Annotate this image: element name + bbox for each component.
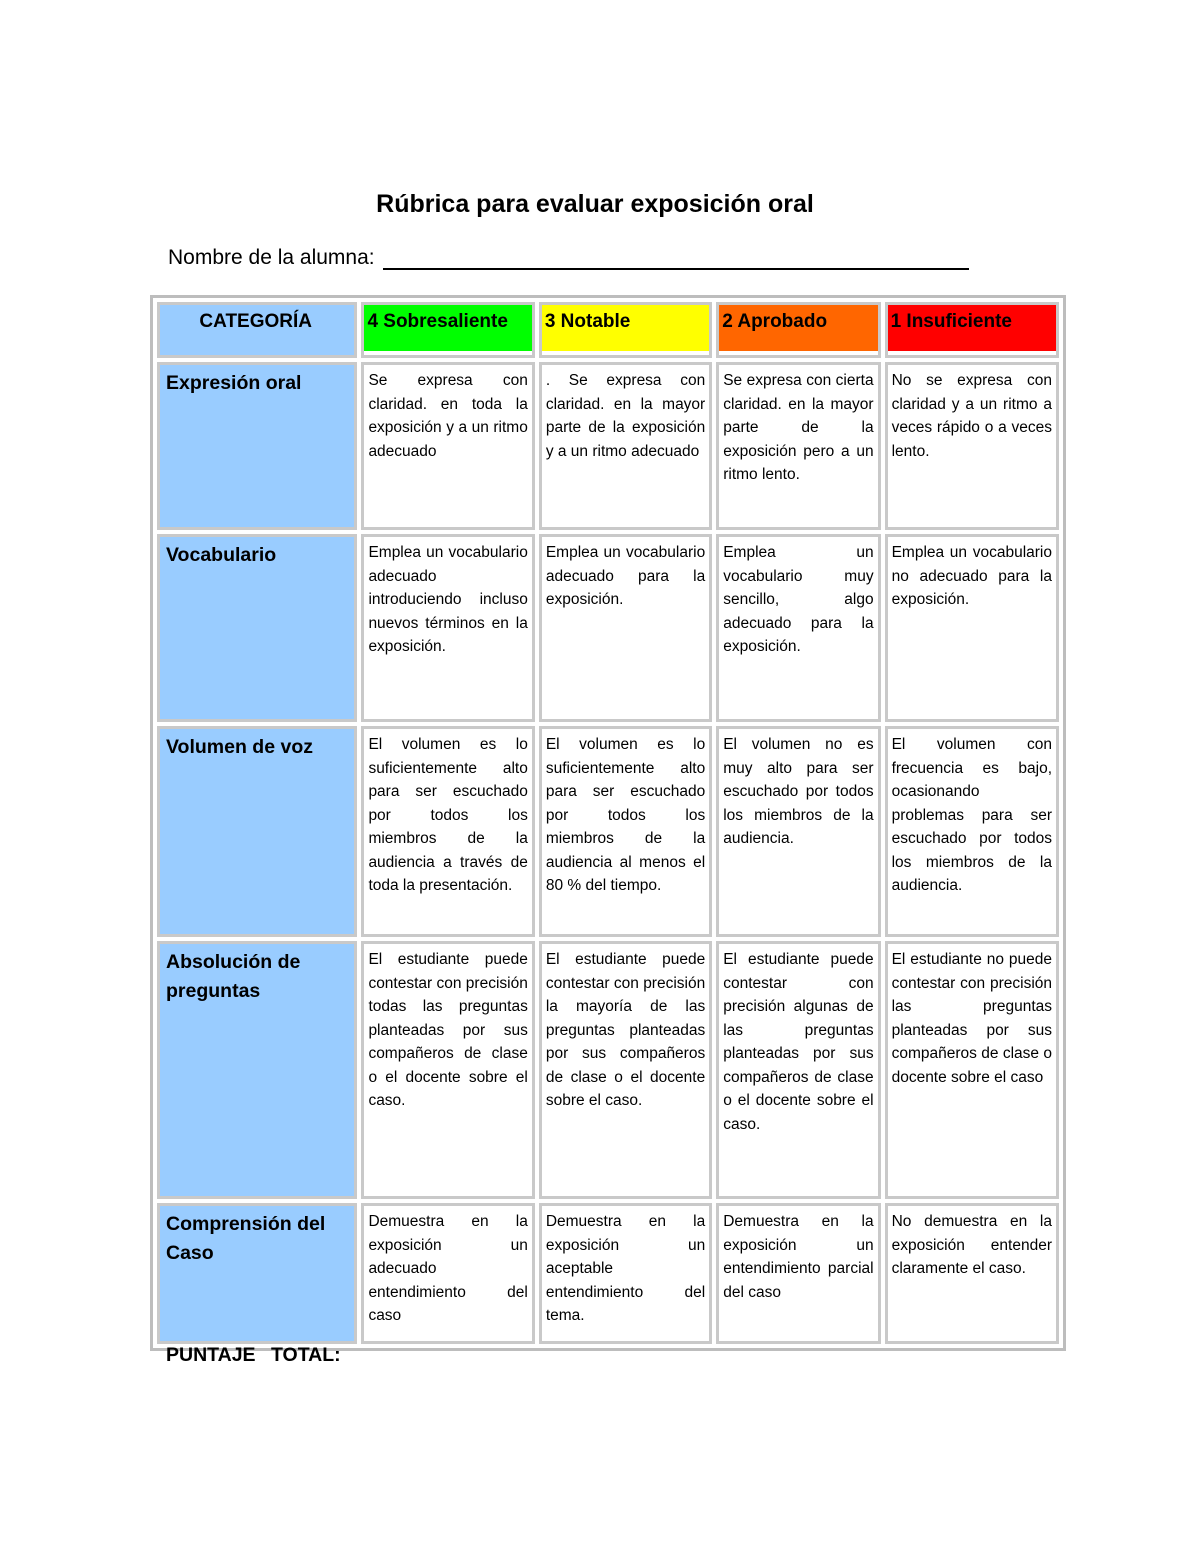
category-cell: Comprensión del Caso [157, 1203, 357, 1344]
header-categoria: CATEGORÍA [157, 302, 357, 358]
category-cell: Expresión oral [157, 362, 357, 530]
total-score-label: PUNTAJE TOTAL: [166, 1344, 341, 1366]
descriptor-cell: Demuestra en la exposición un adecuado entendimiento del caso [361, 1203, 534, 1344]
descriptor-cell: El volumen no es muy alto para ser escuchado por todos los miembros de la audiencia. [716, 726, 880, 937]
table-row [157, 941, 1059, 1199]
header-insuficiente: 1 Insuficiente [885, 302, 1059, 358]
student-name-label: Nombre de la alumna: [168, 246, 375, 269]
table-header-row [157, 302, 1059, 358]
header-sobresaliente: 4 Sobresaliente [361, 302, 534, 358]
descriptor-cell: El volumen es lo suficientemente alto para ser escuchado por todos los miembros de la audiencia al menos el 80 % del tiempo. [539, 726, 712, 937]
rubric-table [150, 295, 1066, 1351]
descriptor-cell: Emplea un vocabulario adecuado para la exposición. [539, 534, 712, 722]
descriptor-cell: El volumen es lo suficientemente alto para ser escuchado por todos los miembros de la audiencia a través de toda la presentación. [361, 726, 534, 937]
header-notable: 3 Notable [539, 302, 712, 358]
table-row [157, 534, 1059, 722]
descriptor-cell: Demuestra en la exposición un aceptable entendimiento del tema. [539, 1203, 712, 1344]
table-row [157, 726, 1059, 937]
descriptor-cell: Se expresa con cierta claridad. en la mayor parte de la exposición pero a un ritmo lento. [716, 362, 880, 530]
descriptor-cell: El estudiante puede contestar con precisión la mayoría de las preguntas planteadas por sus compañeros de clase o el docente sobre el caso. [539, 941, 712, 1199]
document-title: Rúbrica para evaluar exposición oral [376, 190, 814, 218]
descriptor-cell: El estudiante puede contestar con precisión algunas de las preguntas planteadas por sus compañeros de clase o el docente sobre el caso. [716, 941, 880, 1199]
descriptor-cell: No se expresa con claridad y a un ritmo a veces rápido o a veces lento. [885, 362, 1059, 530]
category-cell: Absolución de preguntas [157, 941, 357, 1199]
descriptor-cell: El estudiante puede contestar con precisión todas las preguntas planteadas por sus compañeros de clase o el docente sobre el caso. [361, 941, 534, 1199]
descriptor-cell: . Se expresa con claridad. en la mayor parte de la exposición y a un ritmo adecuado [539, 362, 712, 530]
descriptor-cell: Demuestra en la exposición un entendimiento parcial del caso [716, 1203, 880, 1344]
descriptor-cell: Se expresa con claridad. en toda la exposición y a un ritmo adecuado [361, 362, 534, 530]
descriptor-cell: El estudiante no puede contestar con precisión las preguntas planteadas por sus compañeros de clase o docente sobre el caso [885, 941, 1059, 1199]
descriptor-cell: El volumen con frecuencia es bajo, ocasionando problemas para ser escuchado por todos los miembros de la audiencia. [885, 726, 1059, 937]
descriptor-cell: Emplea un vocabulario muy sencillo, algo adecuado para la exposición. [716, 534, 880, 722]
table-row [157, 362, 1059, 530]
descriptor-cell: No demuestra en la exposición entender claramente el caso. [885, 1203, 1059, 1344]
category-cell: Volumen de voz [157, 726, 357, 937]
category-cell: Vocabulario [157, 534, 357, 722]
student-name-blank [383, 246, 969, 270]
descriptor-cell: Emplea un vocabulario adecuado introduciendo incluso nuevos términos en la exposición. [361, 534, 534, 722]
student-name-line [168, 246, 969, 270]
descriptor-cell: Emplea un vocabulario no adecuado para la exposición. [885, 534, 1059, 722]
table-row [157, 1203, 1059, 1344]
header-aprobado: 2 Aprobado [716, 302, 880, 358]
